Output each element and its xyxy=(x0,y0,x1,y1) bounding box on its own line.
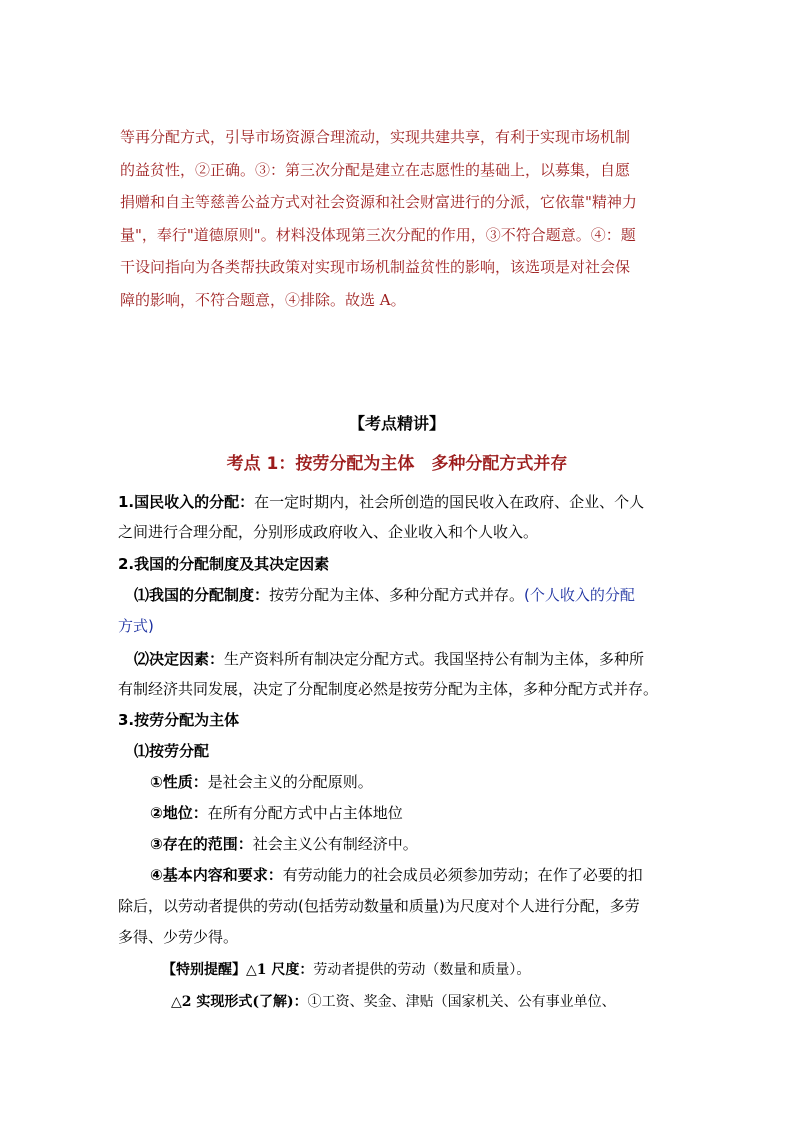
item-text: 社会主义公有制经济中。 xyxy=(252,835,418,853)
item-text: 在所有分配方式中占主体地位 xyxy=(207,804,403,822)
explanation-line: 等再分配方式，引导市场资源合理流动，实现共建共享，有利于实现市场机制 xyxy=(120,128,631,146)
annotation-note: 方式) xyxy=(118,617,154,635)
paragraph-label: 1.国民收入的分配： xyxy=(118,493,255,511)
paragraph-line: 有制经济共同发展，决定了分配制度必然是按劳分配为主体，多种分配方式并存。 xyxy=(118,680,659,698)
item-content xyxy=(150,865,643,885)
item-text: 是社会主义的分配原则。 xyxy=(207,773,373,791)
section-title: 【考点精讲】 xyxy=(348,414,445,433)
tip-label: 【特别提醒】 xyxy=(162,962,246,978)
item-scope xyxy=(150,834,418,854)
heading-distribution-system: 2.我国的分配制度及其决定因素 xyxy=(118,555,330,573)
item-label: ④基本内容和要求： xyxy=(150,866,283,884)
item-label: ①性质： xyxy=(150,773,208,791)
item-label: ②地位： xyxy=(150,804,208,822)
paragraph-line: 之间进行合理分配，分别形成政府收入、企业收入和个人收入。 xyxy=(118,523,539,541)
explanation-line: 障的影响，不符合题意，④排除。故选 A。 xyxy=(120,290,406,309)
heading-distribution-by-labor: 3.按劳分配为主体 xyxy=(118,711,240,729)
tip-item-text: 劳动者提供的劳动（数量和质量）。 xyxy=(313,962,531,978)
paragraph-text: 在一定时期内，社会所创造的国民收入在政府、企业、个人 xyxy=(254,493,645,511)
tip-item-label: △1 尺度： xyxy=(246,962,314,978)
item-text: 有劳动能力的社会成员必须参加劳动；在作了必要的扣 xyxy=(282,866,643,884)
tip-measure xyxy=(162,960,530,980)
paragraph-line: 除后，以劳动者提供的劳动(包括劳动数量和质量)为尺度对个人进行分配，多劳 xyxy=(118,897,640,915)
answer-explanation xyxy=(120,121,676,316)
tip-forms xyxy=(171,992,616,1012)
paragraph-label: ⑵决定因素： xyxy=(134,650,225,668)
tip-item-label: △2 实现形式(了解)： xyxy=(171,994,308,1010)
paragraph-national-income xyxy=(118,492,644,512)
item-label: ③存在的范围： xyxy=(150,835,253,853)
paragraph-text: 生产资料所有制决定分配方式。我国坚持公有制为主体，多种所 xyxy=(224,650,645,668)
item-nature xyxy=(150,772,373,792)
paragraph-line: 多得、少劳少得。 xyxy=(118,928,239,946)
item-status xyxy=(150,803,403,823)
explanation-line: 的益贫性，②正确。③：第三次分配是建立在志愿性的基础上，以募集，自愿 xyxy=(120,160,631,179)
subheading-distribution-by-labor: ⑴按劳分配 xyxy=(134,742,210,760)
paragraph-distribution-system xyxy=(134,585,635,605)
paragraph-label: ⑴我国的分配制度： xyxy=(134,586,270,604)
topic-title: 考点 1：按劳分配为主体 多种分配方式并存 xyxy=(226,454,568,474)
explanation-line: 捐赠和自主等慈善公益方式对社会资源和社会财富进行的分派，它依靠"精神力 xyxy=(120,193,637,211)
explanation-line: 干设问指向为各类帮扶政策对实现市场机制益贫性的影响，该选项是对社会保 xyxy=(120,258,631,276)
annotation-note: (个人收入的分配 xyxy=(524,586,635,604)
tip-item-text: ①工资、奖金、津贴（国家机关、公有事业单位、 xyxy=(307,994,616,1010)
paragraph-text: 按劳分配为主体、多种分配方式并存。 xyxy=(269,586,525,604)
explanation-line: 量"，奉行"道德原则"。材料没体现第三次分配的作用，③不符合题意。④：题 xyxy=(120,225,636,244)
paragraph-decisive-factor xyxy=(134,649,644,669)
